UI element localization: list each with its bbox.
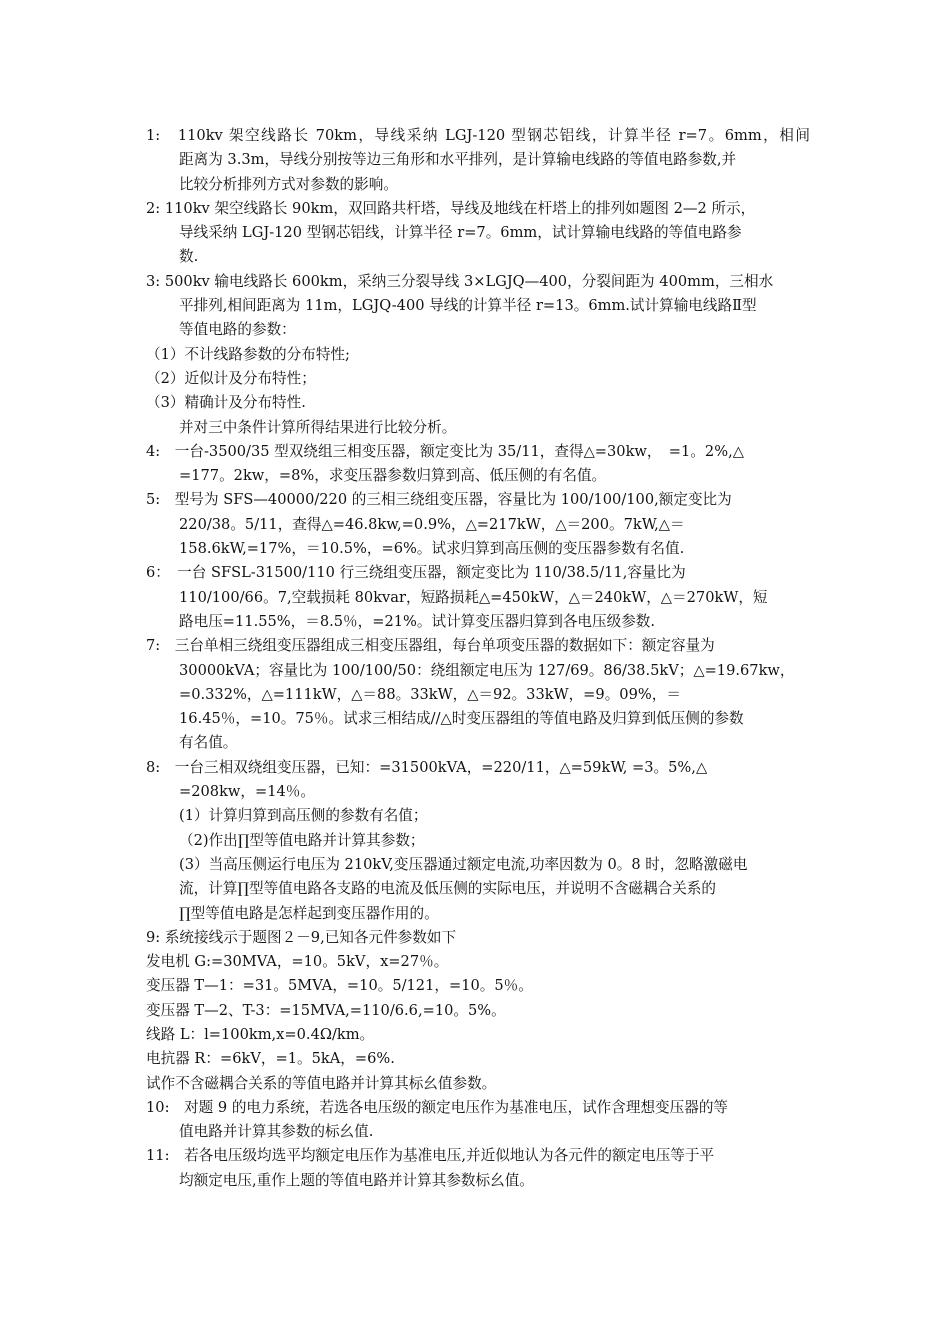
text-line: 试作不含磁耦合关系的等值电路并计算其标幺值参数。 [146, 1074, 497, 1092]
text-line: 电抗器 R：=6kV，=1。5kA，=6%. [146, 1050, 395, 1068]
problem-2 [146, 197, 810, 270]
text-line: 6： 一台 SFSL-31500/110 行三绕组变压器，额定变比为 110/38.5/11,容量比为 [146, 564, 686, 582]
text-line: 值电路并计算其参数的标幺值. [179, 1123, 374, 1141]
text-line: =177。2kw，=8%，求变压器参数归算到高、低压侧的有名值。 [179, 467, 607, 485]
text-line: 30000kVA；容量比为 100/100/50：绕组额定电压为 127/69。86/38.5kV；△=19.67kw， [179, 661, 795, 679]
text-line: 均额定电压,重作上题的等值电路并计算其参数标幺值。 [179, 1171, 534, 1189]
text-line: 等值电路的参数： [179, 321, 296, 339]
text-line: 9: 系统接线示于题图２－9,已知各元件参数如下 [146, 928, 457, 946]
text-line: 线路 L：l=100km,x=0.4Ω/km。 [146, 1025, 375, 1043]
problem-9 [146, 926, 810, 1096]
problem-7 [146, 634, 810, 755]
problem-11 [146, 1144, 810, 1193]
text-line: （1）不计线路参数的分布特性; [146, 345, 350, 363]
text-line: 有名值。 [179, 734, 238, 752]
text-line: 7: 三台单相三绕组变压器组成三相变压器组，每台单项变压器的数据如下：额定容量为 [146, 637, 715, 655]
text-line: 220/38。5/11，查得△=46.8kw,=0.9%，△=217kW，△＝200。7kW,△＝ [179, 515, 685, 533]
text-line: 5: 型号为 SFS—40000/220 的三相三绕组变压器，容量比为 100/100/100,额定变比为 [146, 491, 732, 509]
text-line: 发电机 G:=30MVA，=10。5kV，x=27％。 [146, 953, 449, 971]
text-line: 3: 500kv 输电线路长 600km，采纳三分裂导线 3×LGJQ—400，分裂间距为 400mm，三相水 [146, 272, 774, 290]
text-line: (1）计算归算到高压侧的参数有名值； [179, 807, 428, 825]
problem-8 [146, 756, 810, 926]
problem-5 [146, 488, 810, 561]
text-line: (3）当高压侧运行电压为 210kV,变压器通过额定电流,功率因数为 0。8 时，忽略激磁电 [179, 855, 748, 873]
text-line: （2)作出∏型等值电路并计算其参数； [179, 831, 425, 849]
text-line: ∏型等值电路是怎样起到变压器作用的。 [179, 904, 439, 922]
problem-1 [146, 124, 810, 197]
text-line: （3）精确计及分布特性. [146, 394, 306, 412]
text-line: 4: 一台-3500/35 型双绕组三相变压器，额定变比为 35/11，查得△=30kw， =1。2%,△ [146, 442, 744, 460]
text-line: 数. [179, 248, 199, 266]
problem-10 [146, 1096, 810, 1145]
text-line: 变压器 T—2、T-3：=15MVA,=110/6.6,=10。5%。 [146, 1001, 506, 1019]
problem-4 [146, 440, 810, 489]
text-line: 路电压=11.55%，＝8.5％，=21%。试计算变压器归算到各电压级参数. [179, 612, 656, 630]
text-line: 110/100/66。7,空载损耗 80kvar，短路损耗△=450kW，△＝240kW，△＝270kW，短 [179, 588, 768, 606]
text-line: 平排列,相间距离为 11m，LGJQ-400 导线的计算半径 r=13。6mm.试计算输电线路Ⅱ型 [179, 297, 757, 315]
text-line: 8: 一台三相双绕组变压器，已知：=31500kVA，=220/11，△=59kW, =3。5%,△ [146, 758, 708, 776]
problem-list [146, 124, 810, 1193]
text-line: 变压器 T—1：=31。5MVA，=10。5/121，=10。5％。 [146, 977, 533, 995]
text-line: 并对三中条件计算所得结果进行比较分析。 [179, 418, 457, 436]
text-line: 距离为 3.3m，导线分别按等边三角形和水平排列，是计算输电线路的等值电路参数,并 [179, 151, 737, 169]
text-line: 16.45％，=10。75％。试求三相结成//△时变压器组的等值电路及归算到低压侧的参数 [179, 710, 744, 728]
text-line: 流，计算∏型等值电路各支路的电流及低压侧的实际电压，并说明不含磁耦合关系的 [179, 880, 716, 898]
text-line: 1: 110kv 架空线路长 70km，导线采纳 LGJ-120 型钢芯铝线，计算半径 r=7。6mm，相间 [146, 127, 810, 144]
text-line: 11: 若各电压级均选平均额定电压作为基准电压,并近似地认为各元件的额定电压等于平 [146, 1147, 715, 1165]
text-line: 比较分析排列方式对参数的影响。 [179, 175, 398, 193]
text-line: 导线采纳 LGJ-120 型钢芯铝线，计算半径 r=7。6mm，试计算输电线路的等值电路参 [179, 224, 742, 242]
text-line: 10: 对题 9 的电力系统，若选各电压级的额定电压作为基准电压，试作含理想变压器的等 [146, 1098, 729, 1116]
problem-3 [146, 270, 810, 440]
text-line: =0.332%，△=111kW，△＝88。33kW，△＝92。33kW，=9。09%，＝ [179, 685, 681, 703]
text-line: =208kw，=14％。 [179, 783, 315, 801]
text-line: 158.6kW,=17%，＝10.5%，=6%。试求归算到高压侧的变压器参数有名值. [179, 540, 685, 558]
text-line: （2）近似计及分布特性； [146, 369, 316, 387]
problem-6 [146, 561, 810, 634]
text-line: 2: 110kv 架空线路长 90km，双回路共杆塔，导线及地线在杆塔上的排列如题图 2—2 所示， [146, 199, 756, 217]
